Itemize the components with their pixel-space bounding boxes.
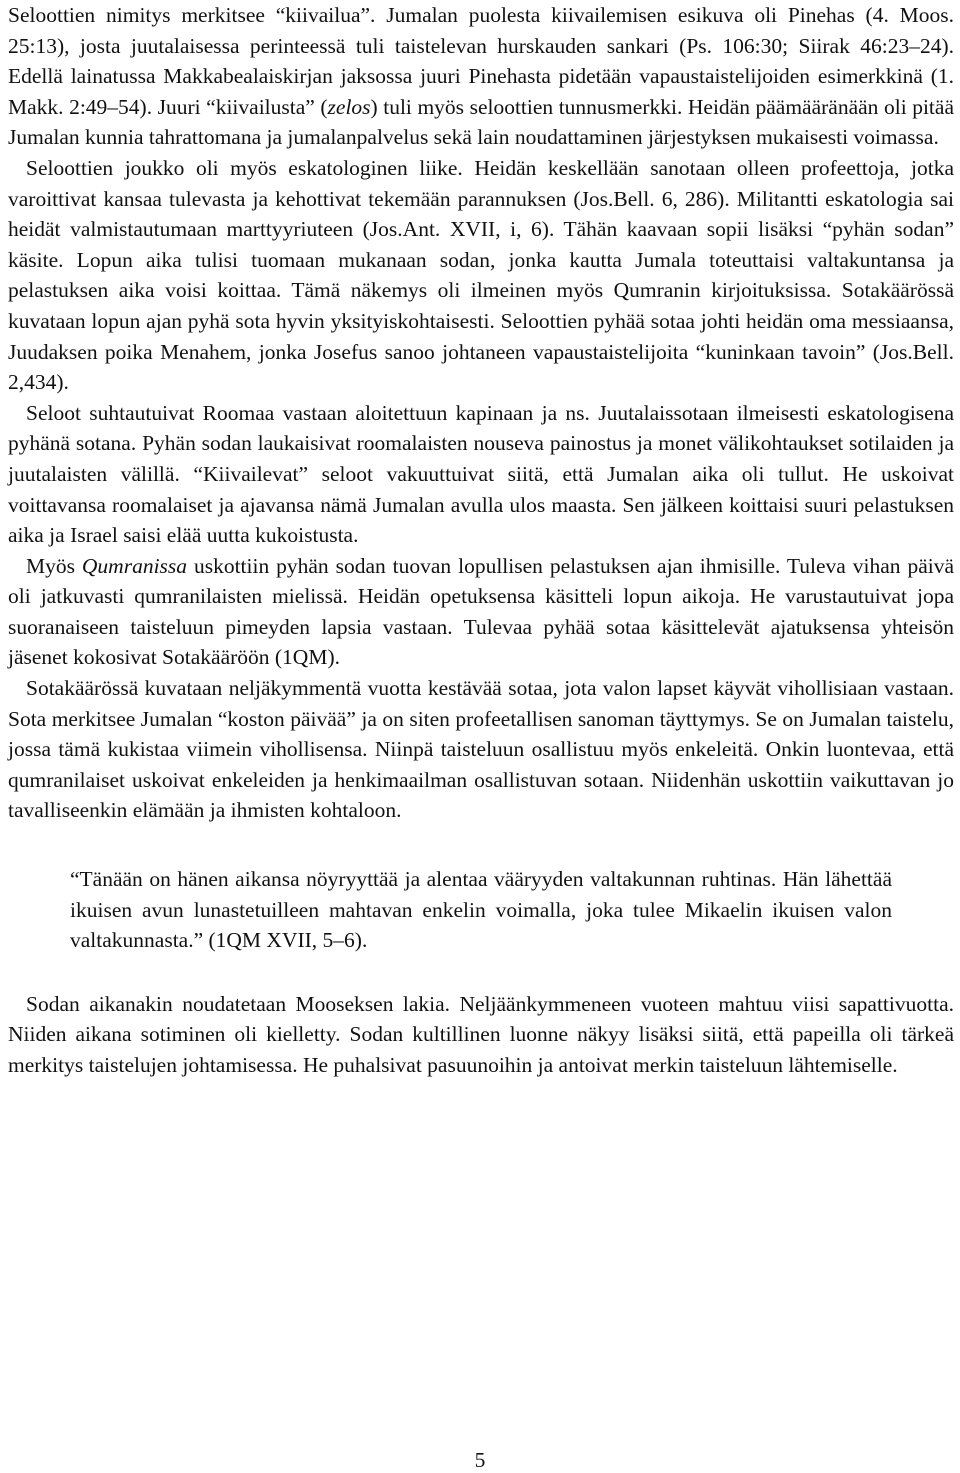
paragraph-2-text: Seloottien joukko oli myös eskatologinen liike. Heidän keskellään sanotaan olleen profeettoja, jotka varoittivat kansaa tulevasta ja kehottivat tekemään parannuksen (Jos.Bell. 6, 286). Militantti eskatologia sai heidät valmistautumaan marttyyriuteen (Jos.Ant. XVII, i, 6). Tähän kaavaan sopii lisäksi “pyhän sodan” käsite. Lopun aika tulisi tuomaan mukanaan sodan, jonka kautta Jumala toteuttaisi valtakuntansa ja pelastuksen aika voisi koittaa. Tämä näkemys oli ilmeinen myös Qumranin kirjoituksissa. Sotakäärössä kuvataan lopun ajan pyhä sota hyvin yksityiskohtaisesti. Seloottien pyhää sotaa johti heidän oma messiaansa, Juudaksen poika Menahem, jonka Josefus sanoo johtaneen vapaustaistelijoita “kuninkaan tavoin” (Jos.Bell. 2,434). — [8, 155, 954, 395]
paragraph-5-text: Sotakäärössä kuvataan neljäkymmentä vuotta kestävää sotaa, jota valon lapset käyvät vihollisiaan vastaan. Sota merkitsee Jumalan “koston päivää” ja on siten profeetallisen sanoman täyttymys. Se on Jumalan taistelu, jossa tämä kukistaa viimein vihollisensa. Niinpä taisteluun osallistuu myös enkeleitä. Onkin luontevaa, että qumranilaiset uskoivat enkeleiden ja henkimaailman osallistuvan sotaan. Niidenhän uskottiin vaikuttavan jo tavalliseenkin elämään ja ihmisten kohtaloon. — [8, 676, 954, 823]
closing-paragraph: Sodan aikanakin noudatetaan Mooseksen lakia. Neljäänkymmeneen vuoteen mahtuu viisi sapattivuotta. Niiden aikana sotiminen oli kielletty. Sodan kultillinen luonne näkyy lisäksi siitä, että papeilla oli tärkeä merkitys taistelujen johtamisessa. He puhalsivat pasuunoihin ja antoivat merkin taisteluun lähtemiselle. — [8, 991, 954, 1077]
paragraph-4-text-b: uskottiin pyhän sodan tuovan lopullisen pelastuksen ajan ihmisille. Tuleva vihan päivä oli jatkuvasti qumranilaisten mielissä. Heidän opetuksensa käsitteli lopun aikoja. He varustautuivat jopa suoranaiseen taisteluun pimeyden lapsia vastaan. Tulevaa pyhää sotaa käsittelevät ajatuksensa yhteisön jäsenet kokosivat Sotakääröön (1QM). — [8, 553, 954, 670]
paragraph-5 — [8, 673, 954, 826]
paragraph-1-text-a: Seloottien nimitys merkitsee “kiivailua”. Jumalan puolesta kiivailemisen esikuva oli Pinehas (4. Moos. 25:13), josta juutalaisessa perinteessä tuli taistelevan hurskauden sankari (Ps. 106:30; Siirak 46:23–24). Edellä lainatussa Makkabealaiskirjan jaksossa juuri Pinehasta pidetään vapaustaistelijoiden esimerkkinä (1. Makk. 2:49–54). Juuri “kiivailusta” ( — [8, 3, 954, 119]
paragraph-2 — [8, 153, 954, 398]
paragraph-4-italic-qumranissa: Qumranissa — [81, 553, 188, 578]
spacer — [8, 826, 954, 864]
paragraph-4-text-a: Myös — [26, 553, 82, 578]
paragraph-1-italic-zelos: zelos — [327, 94, 371, 119]
document-body — [8, 0, 954, 1081]
paragraph-1 — [8, 0, 954, 153]
block-quote: “Tänään on hänen aikansa nöyryyttää ja alentaa vääryyden valtakunnan ruhtinas. Hän lähettää ikuisen avun lunastetuilleen mahtavan enkelin voimalla, joka tulee Mikaelin ikuisen valon valtakunnasta.” (1QM XVII, 5–6). — [70, 867, 892, 953]
paragraph-3-text: Seloot suhtautuivat Roomaa vastaan aloitettuun kapinaan ja ns. Juutalaissotaan ilmeisesti eskatologisena pyhänä sotana. Pyhän sodan laukaisivat roomalaisten nouseva painostus ja monet välikohtaukset sotilaiden ja juutalaisten välillä. “Kiivailevat” seloot vakuuttuivat siitä, että Jumalan aika oli tullut. He uskoivat voittavansa roomalaiset ja ajavansa nämä Jumalan avulla ulos maasta. Sen jälkeen koittaisi suuri pelastuksen aika ja Israel saisi elää uutta kukoistusta. — [8, 400, 954, 548]
spacer — [8, 956, 954, 989]
paragraph-4 — [8, 551, 954, 673]
page-number: 5 — [474, 1448, 486, 1472]
paragraph-1-text-b: ) tuli myös seloottien tunnusmerkki. Heidän päämääränään oli pitää Jumalan kunnia tahrattomana ja jumalanpalvelus sekä lain noudattaminen järjestyksen mukaisesti voimassa. — [8, 94, 954, 150]
paragraph-3 — [8, 398, 954, 551]
